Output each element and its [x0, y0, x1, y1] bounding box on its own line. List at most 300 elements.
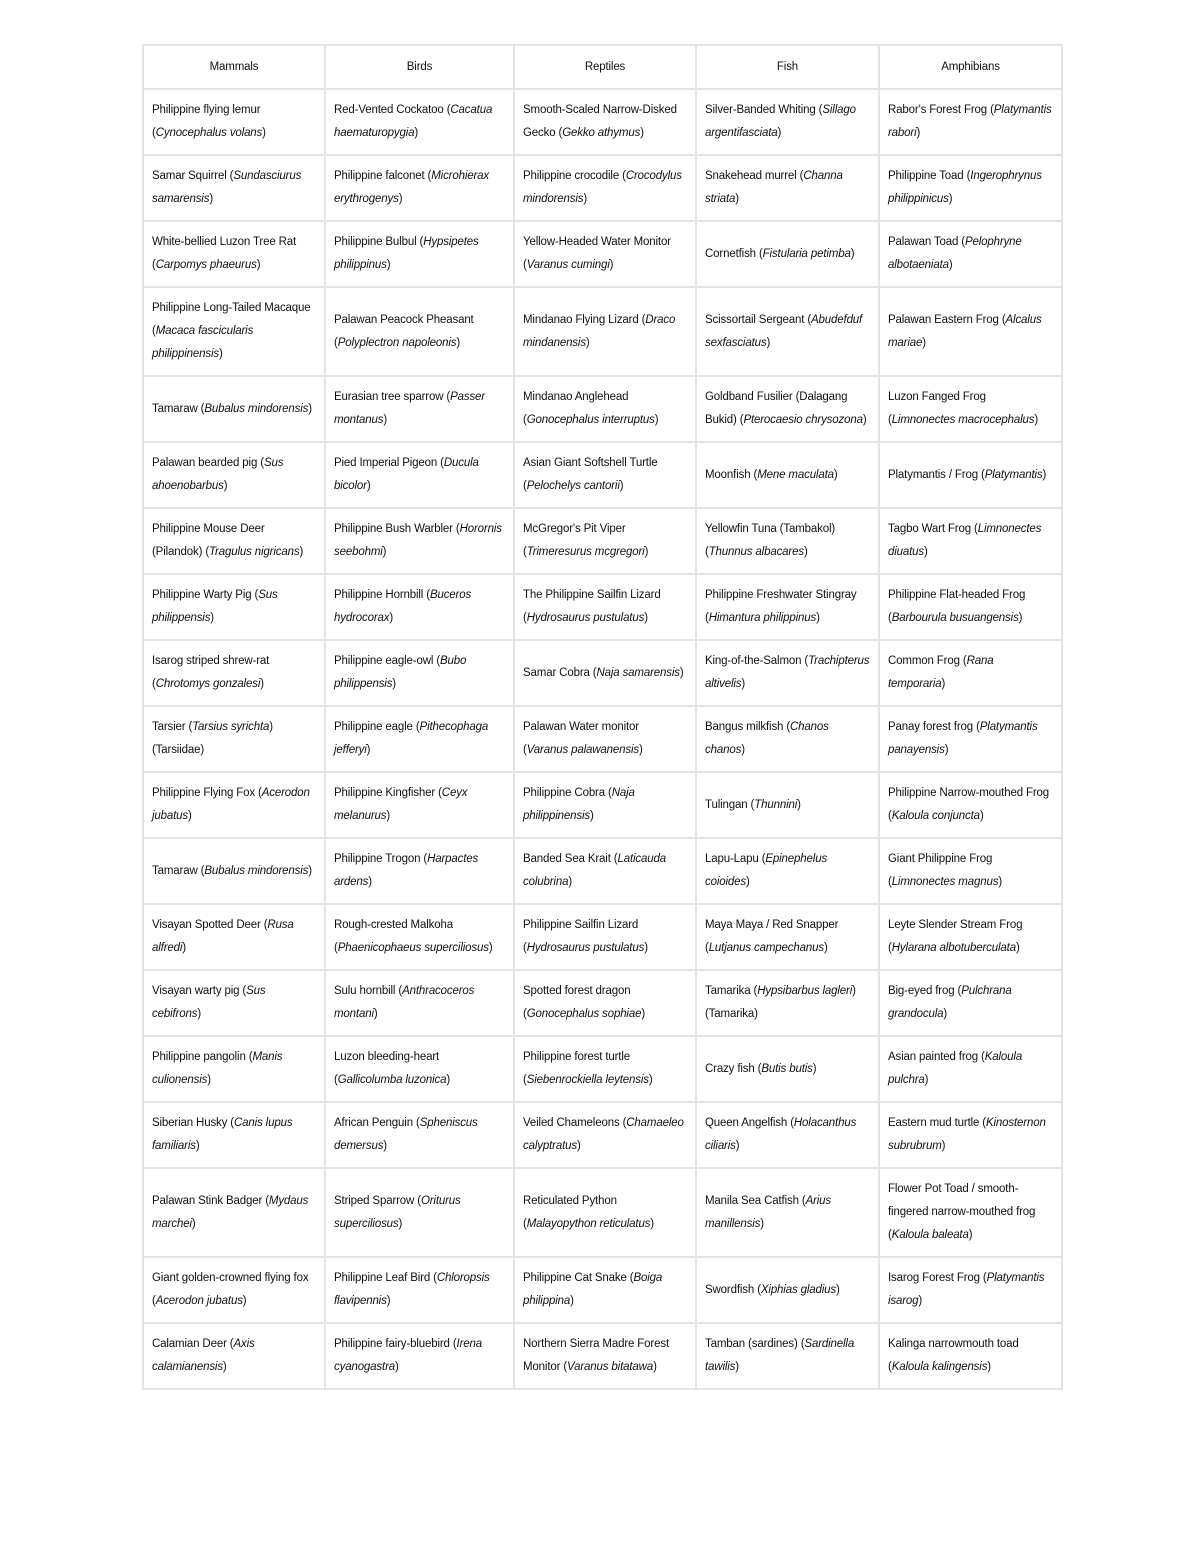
table-cell-reptiles: Samar Cobra (Naja samarensis)	[514, 640, 696, 706]
common-name: Mindanao Anglehead	[523, 391, 629, 403]
common-name: Leyte Slender Stream Frog	[888, 919, 1023, 931]
scientific-name: Sundasciurus samarensis	[152, 170, 302, 205]
common-name: Philippine Bulbul	[334, 236, 417, 248]
table-cell-fish: Tamban (sardines) (Sardinella tawilis)	[696, 1323, 879, 1389]
common-name: African Penguin	[334, 1117, 413, 1129]
table-body	[143, 89, 1062, 1389]
header-fish: Fish	[696, 45, 879, 89]
table-cell-birds: Striped Sparrow (Oriturus superciliosus)	[325, 1168, 514, 1257]
table-cell-birds: Philippine eagle (Pithecophaga jefferyi)	[325, 706, 514, 772]
table-row	[143, 574, 1062, 640]
scientific-name: Hydrosaurus pustulatus	[526, 942, 645, 954]
table-cell-mammals: Philippine flying lemur (Cynocephalus volans)	[143, 89, 325, 155]
table-row	[143, 838, 1062, 904]
scientific-name: Chamaeleo calyptratus	[523, 1117, 684, 1152]
scientific-name: Channa striata	[705, 170, 843, 205]
table-row	[143, 640, 1062, 706]
common-name: Maya Maya / Red Snapper	[705, 919, 839, 931]
common-name: Palawan Peacock Pheasant	[334, 313, 474, 326]
table-cell-amphibians: Palawan Eastern Frog (Alcalus mariae)	[879, 287, 1062, 376]
scientific-name: Polyplectron napoleonis	[337, 336, 457, 349]
table-cell-fish: Lapu-Lapu (Epinephelus coioides)	[696, 838, 879, 904]
common-name: Eurasian tree sparrow	[334, 391, 444, 403]
common-name: Rough-crested Malkoha	[334, 919, 453, 931]
table-row	[143, 287, 1062, 376]
scientific-name: Hypsipetes philippinus	[334, 236, 479, 271]
table-cell-amphibians: Philippine Flat-headed Frog (Barbourula busuangensis)	[879, 574, 1062, 640]
common-name: Luzon bleeding-heart	[334, 1051, 440, 1063]
common-name: Platymantis / Frog	[888, 468, 978, 481]
common-name: Philippine forest turtle	[523, 1051, 630, 1063]
table-row	[143, 706, 1062, 772]
scientific-name: Lutjanus campechanus	[708, 942, 824, 954]
common-name: Mindanao Flying Lizard	[523, 313, 639, 326]
table-cell-birds: Philippine fairy-bluebird (Irena cyanogastra)	[325, 1323, 514, 1389]
scientific-name: Ceyx melanurus	[334, 787, 468, 822]
extra-note: (Tamarika)	[705, 1008, 758, 1020]
common-name: Cornetfish	[705, 247, 756, 260]
scientific-name: Tragulus nigricans	[209, 546, 300, 558]
scientific-name: Limnonectes macrocephalus	[891, 414, 1035, 426]
common-name: Tamaraw	[152, 402, 198, 415]
table-cell-birds: Philippine Leaf Bird (Chloropsis flavipennis)	[325, 1257, 514, 1323]
common-name: Philippine crocodile	[523, 170, 620, 182]
table-row	[143, 1168, 1062, 1257]
scientific-name: Passer montanus	[334, 391, 485, 426]
scientific-name: Pelophryne albotaeniata	[888, 236, 1022, 271]
table-cell-reptiles: The Philippine Sailfin Lizard (Hydrosaurus pustulatus)	[514, 574, 696, 640]
table-cell-fish: Silver-Banded Whiting (Sillago argentifasciata)	[696, 89, 879, 155]
table-row	[143, 89, 1062, 155]
scientific-name: Anthracoceros montani	[334, 985, 475, 1020]
table-cell-amphibians: Flower Pot Toad / smooth-fingered narrow-mouthed frog (Kaloula baleata)	[879, 1168, 1062, 1257]
table-cell-amphibians: Kalinga narrowmouth toad (Kaloula kalingensis)	[879, 1323, 1062, 1389]
table-cell-reptiles: Smooth-Scaled Narrow-Disked Gecko (Gekko athymus)	[514, 89, 696, 155]
common-name: Siberian Husky	[152, 1117, 228, 1129]
scientific-name: Sus ahoenobarbus	[152, 457, 284, 492]
scientific-name: Trachipterus altivelis	[705, 655, 870, 690]
common-name: Philippine Leaf Bird	[334, 1272, 431, 1284]
table-cell-fish: Bangus milkfish (Chanos chanos)	[696, 706, 879, 772]
table-cell-mammals: Philippine pangolin (Manis culionensis)	[143, 1036, 325, 1102]
table-cell-reptiles: Asian Giant Softshell Turtle (Pelochelys cantorii)	[514, 442, 696, 508]
scientific-name: Horornis seebohmi	[334, 523, 502, 558]
common-name: Philippine Warty Pig	[152, 589, 252, 601]
common-name: Philippine Hornbill	[334, 589, 424, 601]
table-row	[143, 772, 1062, 838]
table-cell-birds: Palawan Peacock Pheasant (Polyplectron napoleonis)	[325, 287, 514, 376]
scientific-name: Mene maculata	[757, 468, 834, 481]
scientific-name: Sillago argentifasciata	[705, 104, 856, 139]
scientific-name: Thunnus albacares	[708, 546, 804, 558]
common-name: Samar Squirrel	[152, 170, 227, 182]
scientific-name: Kinosternon subrubrum	[888, 1117, 1046, 1152]
table-cell-mammals: Isarog striped shrew-rat (Chrotomys gonzalesi)	[143, 640, 325, 706]
table-cell-birds: Red-Vented Cockatoo (Cacatua haematuropygia)	[325, 89, 514, 155]
table-row	[143, 1102, 1062, 1168]
table-cell-amphibians: Big-eyed frog (Pulchrana grandocula)	[879, 970, 1062, 1036]
table-cell-fish: Tamarika (Hypsibarbus lagleri) (Tamarika)	[696, 970, 879, 1036]
scientific-name: Chrotomys gonzalesi	[155, 678, 261, 690]
scientific-name: Mydaus marchei	[152, 1194, 309, 1230]
table-cell-mammals: Tamaraw (Bubalus mindorensis)	[143, 838, 325, 904]
table-cell-mammals: Philippine Long-Tailed Macaque (Macaca fascicularis philippinensis)	[143, 287, 325, 376]
scientific-name: Varanus cumingi	[526, 259, 610, 271]
table-cell-birds: Pied Imperial Pigeon (Ducula bicolor)	[325, 442, 514, 508]
common-name: Red-Vented Cockatoo	[334, 104, 444, 116]
table-cell-birds: Philippine Hornbill (Buceros hydrocorax)	[325, 574, 514, 640]
scientific-name: Sardinella tawilis	[705, 1338, 855, 1373]
common-name: Striped Sparrow	[334, 1194, 415, 1207]
scientific-name: Gallicolumba luzonica	[337, 1074, 447, 1086]
common-name: Queen Angelfish	[705, 1117, 788, 1129]
common-name: Tamarika	[705, 985, 751, 997]
scientific-name: Buceros hydrocorax	[334, 589, 472, 624]
scientific-name: Pulchrana grandocula	[888, 985, 1012, 1020]
common-name: Philippine Cat Snake	[523, 1272, 627, 1284]
table-cell-reptiles: Philippine Cat Snake (Boiga philippina)	[514, 1257, 696, 1323]
common-name: Sulu hornbill	[334, 985, 396, 997]
common-name: Reticulated Python	[523, 1194, 617, 1207]
scientific-name: Pithecophaga jefferyi	[334, 721, 489, 756]
scientific-name: Epinephelus coioides	[705, 853, 828, 888]
scientific-name: Himantura philippinus	[708, 612, 817, 624]
common-name: Philippine Sailfin Lizard	[523, 919, 639, 931]
common-name: Snakehead murrel	[705, 170, 797, 182]
table-cell-fish: King-of-the-Salmon (Trachipterus altivelis)	[696, 640, 879, 706]
table-cell-reptiles: McGregor's Pit Viper (Trimeresurus mcgregori)	[514, 508, 696, 574]
table-cell-amphibians: Common Frog (Rana temporaria)	[879, 640, 1062, 706]
scientific-name: Canis lupus familiaris	[152, 1117, 293, 1152]
scientific-name: Platymantis rabori	[888, 104, 1052, 139]
common-name: Palawan Stink Badger	[152, 1194, 263, 1207]
scientific-name: Malayopython reticulatus	[526, 1217, 651, 1230]
common-name: Banded Sea Krait	[523, 853, 611, 865]
common-name: Panay forest frog	[888, 721, 974, 733]
table-cell-fish: Maya Maya / Red Snapper (Lutjanus campechanus)	[696, 904, 879, 970]
common-name: Tamban (sardines)	[705, 1338, 798, 1350]
table-cell-mammals: Calamian Deer (Axis calamianensis)	[143, 1323, 325, 1389]
common-name: Samar Cobra	[523, 666, 590, 679]
scientific-name: Boiga philippina	[523, 1272, 663, 1307]
common-name: Yellow-Headed Water Monitor	[523, 236, 671, 248]
common-name: Tamaraw	[152, 864, 198, 877]
common-name: Palawan Eastern Frog	[888, 313, 999, 326]
table-cell-amphibians: Tagbo Wart Frog (Limnonectes diuatus)	[879, 508, 1062, 574]
table-cell-mammals: Giant golden-crowned flying fox (Acerodon jubatus)	[143, 1257, 325, 1323]
header-mammals: Mammals	[143, 45, 325, 89]
table-cell-reptiles: Philippine Cobra (Naja philippinensis)	[514, 772, 696, 838]
scientific-name: Hydrosaurus pustulatus	[526, 612, 645, 624]
table-cell-fish: Goldband Fusilier (Dalagang Bukid) (Pterocaesio chrysozona)	[696, 376, 879, 442]
header-row	[143, 45, 1062, 89]
common-name: Tagbo Wart Frog	[888, 523, 971, 535]
common-name: Philippine Mouse Deer (Pilandok)	[152, 523, 265, 558]
table-cell-mammals: Samar Squirrel (Sundasciurus samarensis)	[143, 155, 325, 221]
table-cell-mammals: Tarsier (Tarsius syrichta) (Tarsiidae)	[143, 706, 325, 772]
scientific-name: Alcalus mariae	[888, 313, 1042, 349]
scientific-name: Gonocephalus sophiae	[526, 1008, 642, 1020]
common-name: Tulingan	[705, 798, 748, 811]
scientific-name: Ingerophrynus philippinicus	[888, 170, 1042, 205]
scientific-name: Kaloula conjuncta	[891, 810, 980, 822]
scientific-name: Holacanthus ciliaris	[705, 1117, 857, 1152]
common-name: Philippine Long-Tailed Macaque	[152, 302, 311, 314]
table-cell-reptiles: Spotted forest dragon (Gonocephalus sophiae)	[514, 970, 696, 1036]
table-cell-birds: Luzon bleeding-heart (Gallicolumba luzonica)	[325, 1036, 514, 1102]
table-row	[143, 221, 1062, 287]
table-row	[143, 376, 1062, 442]
common-name: Philippine Cobra	[523, 787, 605, 799]
header-reptiles: Reptiles	[514, 45, 696, 89]
table-cell-birds: Rough-crested Malkoha (Phaenicophaeus superciliosus)	[325, 904, 514, 970]
scientific-name: Platymantis	[984, 468, 1043, 481]
scientific-name: Bubalus mindorensis	[204, 402, 309, 415]
common-name: Asian Giant Softshell Turtle	[523, 457, 658, 469]
scientific-name: Rusa alfredi	[152, 919, 294, 954]
table-cell-reptiles: Mindanao Anglehead (Gonocephalus interruptus)	[514, 376, 696, 442]
common-name: Rabor's Forest Frog	[888, 104, 988, 116]
common-name: White-bellied Luzon Tree Rat	[152, 236, 297, 248]
scientific-name: Sus cebifrons	[152, 985, 266, 1020]
common-name: Palawan bearded pig	[152, 457, 258, 469]
common-name: Yellowfin Tuna (Tambakol)	[705, 523, 836, 535]
scientific-name: Hypsibarbus lagleri	[757, 985, 853, 997]
common-name: Isarog Forest Frog	[888, 1272, 980, 1284]
table-cell-fish: Moonfish (Mene maculata)	[696, 442, 879, 508]
table-row	[143, 442, 1062, 508]
common-name: Bangus milkfish	[705, 721, 784, 733]
scientific-name: Butis butis	[761, 1062, 813, 1075]
common-name: Philippine Narrow-mouthed Frog	[888, 787, 1050, 799]
scientific-name: Carpomys phaeurus	[155, 259, 257, 271]
table-cell-amphibians: Luzon Fanged Frog (Limnonectes macrocephalus)	[879, 376, 1062, 442]
table-cell-mammals: Philippine Warty Pig (Sus philippensis)	[143, 574, 325, 640]
table-cell-birds: Sulu hornbill (Anthracoceros montani)	[325, 970, 514, 1036]
scientific-name: Platymantis isarog	[888, 1272, 1045, 1307]
common-name: Visayan warty pig	[152, 985, 240, 997]
table-cell-amphibians: Rabor's Forest Frog (Platymantis rabori)	[879, 89, 1062, 155]
table-cell-reptiles: Philippine forest turtle (Siebenrockiella leytensis)	[514, 1036, 696, 1102]
table-cell-birds: Philippine Trogon (Harpactes ardens)	[325, 838, 514, 904]
common-name: Veiled Chameleons	[523, 1117, 620, 1129]
table-cell-reptiles: Yellow-Headed Water Monitor (Varanus cumingi)	[514, 221, 696, 287]
scientific-name: Kaloula baleata	[891, 1229, 969, 1241]
scientific-name: Limnonectes magnus	[891, 876, 999, 888]
common-name: Philippine Kingfisher	[334, 787, 436, 799]
scientific-name: Barbourula busuangensis	[891, 612, 1019, 624]
common-name: Flower Pot Toad / smooth-fingered narrow-mouthed frog	[888, 1183, 1036, 1218]
table-cell-birds: Philippine Kingfisher (Ceyx melanurus)	[325, 772, 514, 838]
table-cell-fish: Yellowfin Tuna (Tambakol) (Thunnus albacares)	[696, 508, 879, 574]
table-cell-fish: Philippine Freshwater Stingray (Himantura philippinus)	[696, 574, 879, 640]
table-cell-mammals: Philippine Mouse Deer (Pilandok) (Tragulus nigricans)	[143, 508, 325, 574]
table-cell-amphibians: Asian painted frog (Kaloula pulchra)	[879, 1036, 1062, 1102]
common-name: Luzon Fanged Frog	[888, 391, 986, 403]
common-name: Philippine Freshwater Stingray	[705, 589, 857, 601]
common-name: Giant golden-crowned flying fox	[152, 1272, 309, 1284]
common-name: Philippine pangolin	[152, 1051, 246, 1063]
common-name: Moonfish	[705, 468, 751, 481]
scientific-name: Pelochelys cantorii	[526, 480, 620, 492]
table-cell-reptiles: Mindanao Flying Lizard (Draco mindanensis)	[514, 287, 696, 376]
scientific-name: Gonocephalus interruptus	[526, 414, 655, 426]
common-name: Crazy fish	[705, 1062, 755, 1075]
common-name: Palawan Water monitor	[523, 721, 639, 733]
scientific-name: Phaenicophaeus superciliosus	[337, 942, 489, 954]
common-name: Giant Philippine Frog	[888, 853, 993, 865]
table-cell-reptiles: Palawan Water monitor (Varanus palawanensis)	[514, 706, 696, 772]
header-amphibians: Amphibians	[879, 45, 1062, 89]
table-cell-mammals: Siberian Husky (Canis lupus familiaris)	[143, 1102, 325, 1168]
scientific-name: Kaloula pulchra	[888, 1051, 1023, 1086]
table-cell-birds: Philippine eagle-owl (Bubo philippensis)	[325, 640, 514, 706]
common-name: Tarsier	[152, 721, 186, 733]
scientific-name: Tarsius syrichta	[192, 721, 270, 733]
table-cell-reptiles: Reticulated Python (Malayopython reticulatus)	[514, 1168, 696, 1257]
scientific-name: Chloropsis flavipennis	[334, 1272, 490, 1307]
scientific-name: Kaloula kalingensis	[891, 1361, 988, 1373]
scientific-name: Fistularia petimba	[762, 247, 851, 260]
scientific-name: Cynocephalus volans	[155, 127, 263, 139]
common-name: Philippine fairy-bluebird	[334, 1338, 450, 1350]
common-name: Philippine Trogon	[334, 853, 421, 865]
table-cell-fish: Crazy fish (Butis butis)	[696, 1036, 879, 1102]
scientific-name: Bubo philippensis	[334, 655, 467, 690]
scientific-name: Chanos chanos	[705, 721, 829, 756]
common-name: King-of-the-Salmon	[705, 655, 802, 667]
common-name: Philippine Bush Warbler	[334, 523, 453, 535]
scientific-name: Laticauda colubrina	[523, 853, 667, 888]
common-name: Asian painted frog	[888, 1051, 979, 1063]
scientific-name: Trimeresurus mcgregori	[526, 546, 645, 558]
scientific-name: Gekko athymus	[562, 127, 641, 139]
table-cell-fish: Scissortail Sergeant (Abudefduf sexfasciatus)	[696, 287, 879, 376]
table-cell-birds: Eurasian tree sparrow (Passer montanus)	[325, 376, 514, 442]
table-cell-amphibians: Eastern mud turtle (Kinosternon subrubrum)	[879, 1102, 1062, 1168]
common-name: Philippine Flat-headed Frog	[888, 589, 1026, 601]
scientific-name: Cacatua haematuropygia	[334, 104, 493, 139]
scientific-name: Harpactes ardens	[334, 853, 479, 888]
table-cell-reptiles: Northern Sierra Madre Forest Monitor (Varanus bitatawa)	[514, 1323, 696, 1389]
scientific-name: Axis calamianensis	[152, 1338, 255, 1373]
common-name: Calamian Deer	[152, 1338, 227, 1350]
scientific-name: Sus philippensis	[152, 589, 278, 624]
table-row	[143, 1323, 1062, 1389]
table-cell-amphibians: Isarog Forest Frog (Platymantis isarog)	[879, 1257, 1062, 1323]
common-name: Pied Imperial Pigeon	[334, 457, 438, 469]
scientific-name: Naja samarensis	[596, 666, 680, 679]
scientific-name: Draco mindanensis	[523, 313, 676, 349]
common-name: Scissortail Sergeant	[705, 313, 805, 326]
table-row	[143, 1257, 1062, 1323]
table-cell-mammals: White-bellied Luzon Tree Rat (Carpomys phaeurus)	[143, 221, 325, 287]
table-row	[143, 904, 1062, 970]
scientific-name: Varanus bitatawa	[567, 1361, 654, 1373]
scientific-name: Spheniscus demersus	[334, 1117, 478, 1152]
common-name: Eastern mud turtle	[888, 1117, 980, 1129]
extra-note: (Tarsiidae)	[152, 744, 205, 756]
scientific-name: Acerodon jubatus	[152, 787, 310, 822]
common-name: Palawan Toad	[888, 236, 959, 248]
scientific-name: Thunnini	[754, 798, 798, 811]
scientific-name: Pterocaesio chrysozona	[743, 414, 863, 426]
table-row	[143, 155, 1062, 221]
common-name: Visayan Spotted Deer	[152, 919, 261, 931]
scientific-name: Crocodylus mindorensis	[523, 170, 682, 205]
scientific-name: Limnonectes diuatus	[888, 523, 1042, 558]
table-row	[143, 508, 1062, 574]
common-name: Kalinga narrowmouth toad	[888, 1338, 1019, 1350]
scientific-name: Siebenrockiella leytensis	[526, 1074, 649, 1086]
common-name: Philippine Toad	[888, 170, 964, 182]
scientific-name: Manis culionensis	[152, 1051, 283, 1086]
table-cell-mammals: Palawan Stink Badger (Mydaus marchei)	[143, 1168, 325, 1257]
common-name: McGregor's Pit Viper	[523, 523, 626, 535]
scientific-name: Microhierax erythrogenys	[334, 170, 490, 205]
table-cell-mammals: Philippine Flying Fox (Acerodon jubatus)	[143, 772, 325, 838]
table-cell-amphibians: Giant Philippine Frog (Limnonectes magnus)	[879, 838, 1062, 904]
common-name: Philippine flying lemur	[152, 104, 261, 116]
table-row	[143, 970, 1062, 1036]
table-cell-fish: Cornetfish (Fistularia petimba)	[696, 221, 879, 287]
table-cell-amphibians: Philippine Narrow-mouthed Frog (Kaloula conjuncta)	[879, 772, 1062, 838]
table-cell-mammals: Tamaraw (Bubalus mindorensis)	[143, 376, 325, 442]
table-cell-fish: Queen Angelfish (Holacanthus ciliaris)	[696, 1102, 879, 1168]
scientific-name: Abudefduf sexfasciatus	[705, 313, 863, 349]
common-name: Swordfish	[705, 1283, 755, 1296]
scientific-name: Naja philippinensis	[523, 787, 635, 822]
common-name: Manila Sea Catfish	[705, 1194, 799, 1207]
common-name: Philippine Flying Fox	[152, 787, 255, 799]
scientific-name: Oriturus superciliosus	[334, 1194, 461, 1230]
species-table	[142, 44, 1063, 1390]
table-cell-birds: Philippine Bush Warbler (Horornis seebohmi)	[325, 508, 514, 574]
table-cell-reptiles: Philippine Sailfin Lizard (Hydrosaurus pustulatus)	[514, 904, 696, 970]
scientific-name: Hylarana albotuberculata	[891, 942, 1016, 954]
common-name: The Philippine Sailfin Lizard	[523, 589, 661, 601]
table-cell-reptiles: Banded Sea Krait (Laticauda colubrina)	[514, 838, 696, 904]
table-cell-fish: Snakehead murrel (Channa striata)	[696, 155, 879, 221]
common-name: Lapu-Lapu	[705, 853, 759, 865]
table-cell-amphibians: Panay forest frog (Platymantis panayensis)	[879, 706, 1062, 772]
scientific-name: Platymantis panayensis	[888, 721, 1038, 756]
common-name: Philippine eagle-owl	[334, 655, 434, 667]
common-name: Common Frog	[888, 655, 960, 667]
scientific-name: Ducula bicolor	[334, 457, 479, 492]
table-cell-amphibians: Palawan Toad (Pelophryne albotaeniata)	[879, 221, 1062, 287]
common-name: Philippine falconet	[334, 170, 425, 182]
table-cell-mammals: Palawan bearded pig (Sus ahoenobarbus)	[143, 442, 325, 508]
table-cell-reptiles: Philippine crocodile (Crocodylus mindorensis)	[514, 155, 696, 221]
scientific-name: Varanus palawanensis	[526, 744, 639, 756]
table-cell-amphibians: Platymantis / Frog (Platymantis)	[879, 442, 1062, 508]
table-cell-fish: Manila Sea Catfish (Arius manillensis)	[696, 1168, 879, 1257]
scientific-name: Rana temporaria	[888, 655, 994, 690]
table-cell-birds: Philippine Bulbul (Hypsipetes philippinus)	[325, 221, 514, 287]
common-name: Northern Sierra Madre Forest Monitor	[523, 1338, 669, 1373]
scientific-name: Arius manillensis	[705, 1194, 832, 1230]
scientific-name: Irena cyanogastra	[334, 1338, 482, 1373]
table-cell-amphibians: Philippine Toad (Ingerophrynus philippinicus)	[879, 155, 1062, 221]
common-name: Isarog striped shrew-rat	[152, 655, 270, 667]
common-name: Spotted forest dragon	[523, 985, 631, 997]
table-row	[143, 1036, 1062, 1102]
table-cell-mammals: Visayan Spotted Deer (Rusa alfredi)	[143, 904, 325, 970]
table-cell-mammals: Visayan warty pig (Sus cebifrons)	[143, 970, 325, 1036]
table-cell-birds: African Penguin (Spheniscus demersus)	[325, 1102, 514, 1168]
scientific-name: Bubalus mindorensis	[204, 864, 309, 877]
